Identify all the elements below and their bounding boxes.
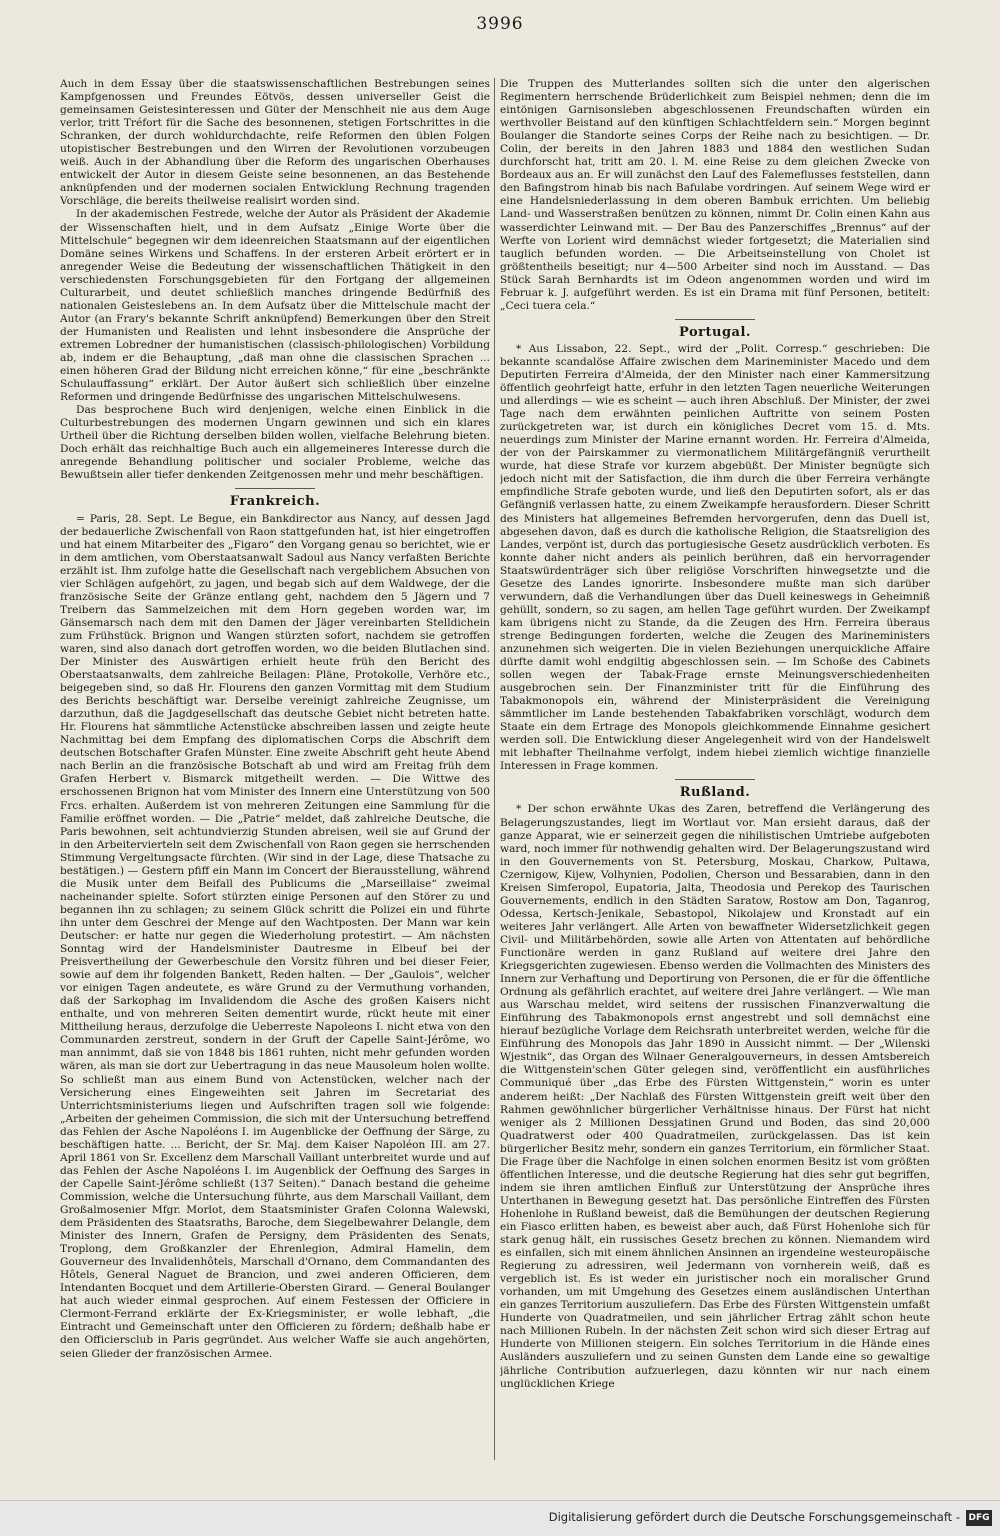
section-divider [675, 319, 755, 320]
dfg-logo: DFG [966, 1510, 992, 1526]
left-column [60, 78, 490, 1460]
paragraph-essay: Auch in dem Essay über die staatswissenschaftlichen Bestrebungen seines Kampfgenossen und Freundes Eötvös, dessen universeller Geist die gemeinsamen Geistesinteressen und Güter der Menschheit nie aus dem Auge verlor, tritt Tréfort für die Sache des besonnenen, stetigen Fortschrittes in die Schranken, der durch wohldurchdachte, reife Reformen den üblen Folgen utopistischer Bestrebungen und den Wirren der Revolutionen vorzubeugen weiß. Auch in der Abhandlung über die Reform des ungarischen Oberhauses entwickelt der Autor in diesem Geiste seine besonnenen, an das Bestehende anknüpfenden und der modernen socialen Entwicklung Rechnung tragenden Vorschläge, die bereits theilweise realisirt worden sind. [60, 78, 490, 208]
right-column [500, 78, 930, 1460]
footer-credit: Digitalisierung gefördert durch die Deutsche Forschungsgemeinschaft - [548, 1510, 960, 1524]
section-heading-portugal: Portugal. [679, 324, 751, 340]
paragraph-festrede: In der akademischen Festrede, welche der Autor als Präsident der Akademie der Wissenschaften hielt, und in dem Aufsatz „Einige Worte über die Mittelschule“ begegnen wir dem ideenreichen Staatsmann auf der eigentlichen Domäne seines Wirkens und Schaffens. In der ersteren Arbeit erörtert er in anregender Weise die Bedeutung der wissenschaftlichen Thätigkeit in den verschiedensten Forschungsgebieten für den Fortgang der allgemeinen Culturarbeit, und deutet schließlich manches dringende Bedürfniß des nationalen Geisteslebens an. In dem Aufsatz über die Mittelschule macht der Autor (an Frary's bekannte Schrift anknüpfend) Bemerkungen über den Streit der Humanisten und Realisten und lehnt insbesondere die Ansprüche der extremen Lobredner der humanistischen (classisch-philologischen) Vorbildung ab, indem er die Behauptung, „daß man ohne die classischen Sprachen ... einen höheren Grad der Bildung nicht erreichen könne,“ für eine „beschränkte Schulauffassung“ erklärt. Der Autor äußert sich schließlich über einzelne Reformen und dringende Bedürfnisse des ungarischen Mittelschulwesens. [60, 208, 490, 404]
section-divider [675, 779, 755, 780]
page-number: 3996 [476, 14, 524, 34]
section-heading-frankreich: Frankreich. [229, 494, 321, 510]
paragraph-truppen: Die Truppen des Mutterlandes sollten sich die unter den algerischen Regimentern herrschende Brüderlichkeit zum Beispiel nehmen; denn die im eintönigen Garnisonsleben abgeschlossenen Freundschaften würden ein werthvoller Beistand auf den künftigen Schlachtfeldern sein.“ Morgen beginnt Boulanger die Standorte seines Corps der Reihe nach zu besichtigen. — Dr. Colin, der bereits in den Jahren 1883 und 1884 den westlichen Sudan durchforscht hat, tritt am 20. l. M. eine Reise zu dem gleichen Zwecke von Bordeaux aus an. Er will zunächst den Lauf des Falemeflusses feststellen, dann den Bafingstrom hinab bis nach Bafulabe vordringen. Auf seinem Wege wird er eine Handelsniederlassung in dem oberen Bambuk errichten. Um beliebig Land- und Wasserstraßen benützen zu können, nimmt Dr. Colin einen Kahn aus wasserdichter Leinwand mit. — Der Bau des Panzerschiffes „Brennus“ auf der Werfte von Lorient wird demnächst wieder fortgesetzt; die Materialien sind tauglich befunden worden. — Die Arbeitseinstellung von Cholet ist größtentheils beseitigt; nur 4—500 Arbeiter sind noch im Ausstand. — Das Stück Sarah Bernhardts ist im Odeon angenommen worden und wird im Februar k. J. aufgeführt werden. Es ist ein Drama mit fünf Personen, betitelt: „Ceci tuera cela.“ [500, 78, 930, 312]
digitization-footer [0, 1500, 1000, 1536]
section-divider [235, 488, 315, 489]
paragraph-ukas: * Der schon erwähnte Ukas des Zaren, betreffend die Verlängerung des Belagerungszustandes, liegt im Wortlaut vor. Man ersieht daraus, daß der ganze Apparat, wie er seinerzeit gegen die nihilistischen Umtriebe aufgeboten ward, noch immer für nothwendig gehalten wird. Der Belagerungszustand wird in den Gouvernements von St. Petersburg, Moskau, Charkow, Pultawa, Czernigow, Kijew, Volhynien, Podolien, Cherson und Bessarabien, dann in den Kreisen Simferopol, Eupatoria, Jalta, Theodosia und Perekop des Taurischen Gouvernements, endlich in den Städten Saratow, Rostow am Don, Taganrog, Odessa, Kertsch-Jenikale, Sebastopol, Nikolajew und Kronstadt auf ein weiteres Jahr verlängert. Alle Arten von bewaffneter Widersetzlichkeit gegen Civil- und Militärbehörden, sowie alle Arten von Attentaten auf behördliche Functionäre werden in ganz Rußland auf weitere drei Jahre den Kriegsgerichten zugewiesen. Ebenso werden die Vollmachten des Ministers des Innern zur Verhaftung und Deportirung von Personen, die er für die öffentliche Ordnung als gefährlich erachtet, auf weitere drei Jahre verlängert. — Wie man aus Warschau meldet, wird seitens der russischen Finanzverwaltung die Einführung des Tabakmonopols ernst angestrebt und soll demnächst eine hierauf bezügliche Vorlage dem Reichsrath unterbreitet werden, welche für die Einführung des Monopols das Jahr 1890 in Aussicht nimmt. — Der „Wilenski Wjestnik“, das Organ des Wilnaer Generalgouverneurs, in dessen Amtsbereich die Wittgenstein'schen Güter gelegen sind, veröffentlicht ein ausführliches Communiqué über „das Erbe des Fürsten Wittgenstein,“ worin es unter anderem heißt: „Der Nachlaß des Fürsten Wittgenstein greift weit über den Rahmen gewöhnlicher bürgerlicher Verhältnisse hinaus. Der Fürst hat nicht weniger als 2 Millionen Dessjatinen Grund und Boden, das sind 20,000 Quadratwerst oder 400 Quadratmeilen, zurückgelassen. Das ist kein bürgerlicher Besitz mehr, sondern ein ganzes Territorium, ein förmlicher Staat. Die Frage über die Nachfolge in einen solchen enormen Besitz ist vom größten öffentlichen Interesse, und die deutsche Regierung hat dies sehr gut begriffen, indem sie ihren amtlichen Einfluß zur Unterstützung der Ansprüche ihres Unterthanen in Bewegung gesetzt hat. Das persönliche Eintreffen des Fürsten Hohenlohe in Rußland beweist, daß die Bemühungen der deutschen Regierung ein Fiasco erlitten haben, es beweist aber auch, daß Fürst Hohenlohe sich für stark genug hält, ein russisches Gesetz brechen zu können. Niemandem wird es einfallen, sich mit einem ähnlichen Ansinnen an irgendeine westeuropäische Regierung zu adressiren, weil Jedermann von vornherein weiß, daß es vergeblich ist. Es ist weder ein juristischer noch ein moralischer Grund vorhanden, um mit Umgehung des Gesetzes einem ausländischen Unterthan ein ganzes Territorium auszuliefern. Das Erbe des Fürsten Wittgenstein umfaßt Hunderte von Quadratmeilen, und sein jährlicher Ertrag zählt schon heute nach Millionen Rubeln. In der nächsten Zeit schon wird sich dieser Ertrag auf Hunderte von Millionen steigern. Ein solches Territorium in die Hände eines Ausländers auszuliefern und zu seinen Gunsten dem Lande eine so gewaltige jährliche Contribution aufzuerlegen, dazu könnten wir nur nach einem unglücklichen Kriege [500, 803, 930, 1390]
column-rule [494, 78, 495, 1460]
paragraph-book: Das besprochene Buch wird denjenigen, welche einen Einblick in die Culturbestrebungen des modernen Ungarn gewinnen und sich ein klares Urtheil über die Richtung derselben bilden wollen, vielfache Belehrung bieten. Doch erhält das reichhaltige Buch auch ein allgemeineres Interesse durch die anregende Behandlung politischer und socialer Probleme, welche das Bewußtsein aller tiefer denkenden Zeitgenossen mehr und mehr beschäftigen. [60, 404, 490, 482]
paragraph-paris: = Paris, 28. Sept. Le Begue, ein Bankdirector aus Nancy, auf dessen Jagd der bedauerliche Zwischenfall von Raon stattgefunden hat, ist hier eingetroffen und hat einem Mitarbeiter des „Figaro“ den Vorgang genau so berichtet, wie er in dem amtlichen, vom Oberstaatsanwalt Sadoul aus Nancy verfaßten Berichte erzählt ist. Ihm zufolge hatte die Gesellschaft nach vergeblichem Absuchen von vier Schlägen aufgehört, zu jagen, und begab sich auf dem Waldwege, der die französische Seite der Gränze entlang geht, nachdem den 5 Jägern und 7 Treibern das Sammelzeichen mit dem Horn gegeben worden war, im Gänsemarsch nach dem mit den Damen der Jäger vereinbarten Stelldichein zum Frühstück. Brignon und Wangen stürzten sofort, nachdem sie getroffen waren, sind also danach dort getroffen worden, wo die beiden Blutlachen sind. Der Minister des Auswärtigen erhielt heute früh den Bericht des Oberstaatsanwalts, dem zahlreiche Beilagen: Pläne, Protokolle, Verhöre etc., beigegeben sind, so daß Hr. Flourens den ganzen Vormittag mit dem Studium des Berichts beschäftigt war. Derselbe vereinigt zahlreiche Zeugnisse, um darzuthun, daß die Jagdgesellschaft das deutsche Gebiet nicht betreten hatte. Hr. Flourens hat sämmtliche Actenstücke abschreiben lassen und zeigte heute Nachmittag bei dem Empfang des diplomatischen Corps die Abschrift dem deutschen Botschafter Grafen Münster. Eine zweite Abschrift geht heute Abend nach Berlin an die französische Botschaft ab und wird am Freitag früh dem Grafen Herbert v. Bismarck mitgetheilt werden. — Die Wittwe des erschossenen Brignon hat vom Minister des Innern eine Unterstützung von 500 Frcs. erhalten. Außerdem ist von mehreren Zeitungen eine Sammlung für die Familie eröffnet worden. — Die „Patrie“ meldet, daß zahlreiche Deutsche, die Paris bewohnen, seit achtundvierzig Stunden abreisen, weil sie auf Grund der in den Arbeitervierteln seit dem Zwischenfall von Raon gegen sie herrschenden Stimmung Vergeltungsacte fürchten. (Wir sind in der Lage, diese Thatsache zu bestätigen.) — Gestern pfiff ein Mann im Concert der Bierausstellung, während die Musik unter dem Beifall des Publicums die „Marseillaise“ zweimal nacheinander spielte. Sofort stürzten einige Personen auf den Störer zu und begannen ihn zu schlagen; zu seinem Glück schritt die Polizei ein und führte ihn unter dem Geschrei der Menge auf den Wachtposten. Der Mann war kein Deutscher: er hatte nur gegen die Wiederholung protestirt. — Am nächsten Sonntag wird der Handelsminister Dautresme in Elbeuf bei der Preisvertheilung der Gewerbeschule den Vorsitz führen und bei dieser Feier, sowie auf dem ihr folgenden Bankett, Reden halten. — Der „Gaulois“, welcher vor einigen Tagen andeutete, es wäre Grund zu der Vermuthung vorhanden, daß der Sarkophag im Invalidendom die Asche des großen Kaisers nicht enthalte, und von mehreren Seiten dementirt wurde, rückt heute mit einer Mittheilung heraus, derzufolge die Ueberreste Napoleons I. nicht etwa von den Communarden zerstreut, sondern in der Gruft der Capelle Saint-Jérôme, wo man annimmt, daß sie von 1848 bis 1861 ruhten, nicht mehr gefunden worden wären, als man sie dort zur Uebertragung in das neue Mausoleum holen wollte. So schließt man aus einem Bund von Actenstücken, welcher nach der Versicherung eines Eingeweihten seit Jahren im Secretariat des Unterrichtsministeriums liegen und Aufschriften tragen soll wie folgende: „Arbeiten der geheimen Commission, die sich mit der Untersuchung betreffend das Fehlen der Asche Napoléons I. im Augenblicke der Oeffnung der Särge, zu beschäftigen hatte. ... Bericht, der Sr. Maj. dem Kaiser Napoléon III. am 27. April 1861 von Sr. Excellenz dem Marschall Vaillant unterbreitet wurde und auf das Fehlen der Asche Napoléons I. im Augenblick der Oeffnung des Sarges in der Capelle Saint-Jérôme schließt (137 Seiten).“ Danach bestand die geheime Commission, welche die Untersuchung führte, aus dem Marschall Vaillant, dem Großalmosenier Mfgr. Morlot, dem Staatsminister Grafen Colonna Walewski, dem Präsidenten des Staatsraths, Baroche, dem Siegelbewahrer Delangle, dem Minister des Innern, Grafen de Persigny, dem Präsidenten des Senats, Troplong, dem Großkanzler der Ehrenlegion, Admiral Hamelin, dem Gouverneur des Invalidenhôtels, Marschall d'Ornano, dem Commandanten des Hôtels, General Naguet de Brancion, und zwei anderen Officieren, dem Intendanten Bocquet und dem Artillerie-Obersten Girard. — General Boulanger hat auch wieder einmal gesprochen. Auf einem Festessen der Officiere in Clermont-Ferrand erklärte der Ex-Kriegsminister, er wolle lebhaft, „die Eintracht und Gemeinschaft unter den Officieren zu fördern; deßhalb habe er den Officiersclub in Paris gegründet. Aus welcher Waffe sie auch angehörten, seien Glieder der französischen Armee. [60, 512, 490, 1360]
paragraph-lissabon: * Aus Lissabon, 22. Sept., wird der „Polit. Corresp.“ geschrieben: Die bekannte scandalöse Affaire zwischen dem Marineminister Macedo und dem Deputirten Ferreira d'Almeida, der den Minister nach einer Kammersitzung öffentlich geohrfeigt hatte, erfuhr in den letzten Tagen neuerliche Weiterungen und allerdings — wie es scheint — auch ihren Abschluß. Der Minister, der zwei Tage nach dem erwähnten peinlichen Auftritte von seinem Posten zurückgetreten war, ist durch ein königliches Decret vom 15. d. Mts. neuerdings zum Minister der Marine ernannt worden. Hr. Ferreira d'Almeida, der von der Pairskammer zu viermonatlichem Militärgefängniß verurtheilt wurde, hat diese Strafe vor kurzem abgebüßt. Der Minister begnügte sich jedoch nicht mit der Satisfaction, die ihm durch die über Ferreira verhängte empfindliche Strafe geboten wurde, und ließ den Deputirten sofort, als er das Gefängniß verlassen hatte, zu einem Zweikampfe herausfordern. Dieser Schritt des Ministers hat allgemeines Befremden hervorgerufen, denn das Duell ist, abgesehen davon, daß es durch die katholische Religion, die Staatsreligion des Landes, verpönt ist, durch das portugiesische Gesetz ausdrücklich verboten. Es konnte daher nicht anders als peinlich berühren, daß ein hervorragender Staatswürdenträger sich über religiöse Vorschriften hinwegsetzte und die Gesetze des Landes ignorirte. Insbesondere mußte man sich darüber verwundern, daß die Verhandlungen über das Duell keineswegs in Geheimniß gehüllt, sondern, so zu sagen, am hellen Tage geführt wurden. Der Zweikampf kam übrigens nicht zu Stande, da die Zeugen des Hrn. Ferreira überaus strenge Bedingungen forderten, welche die Zeugen des Marineministers anzunehmen sich weigerten. Die in vielen Beziehungen unerquickliche Affaire dürfte damit wohl endgiltig abgeschlossen sein. — Im Schoße des Cabinets sollen wegen der Tabak-Frage ernste Meinungsverschiedenheiten ausgebrochen sein. Der Finanzminister tritt für die Einführung des Tabakmonopols ein, während der Ministerpräsident die Vereinigung sämmtlicher im Lande bestehenden Tabakfabriken vorschlägt, wodurch dem Staate ein dem Ertrage des Monopols gleichkommende Einnahme gesichert werden soll. Die Entwicklung dieser Angelegenheit wird von der Handelswelt mit lebhafter Theilnahme verfolgt, indem hiebei ziemlich wichtige finanzielle Interessen in Frage kommen. [500, 342, 930, 773]
section-heading-russland: Rußland. [679, 785, 751, 801]
